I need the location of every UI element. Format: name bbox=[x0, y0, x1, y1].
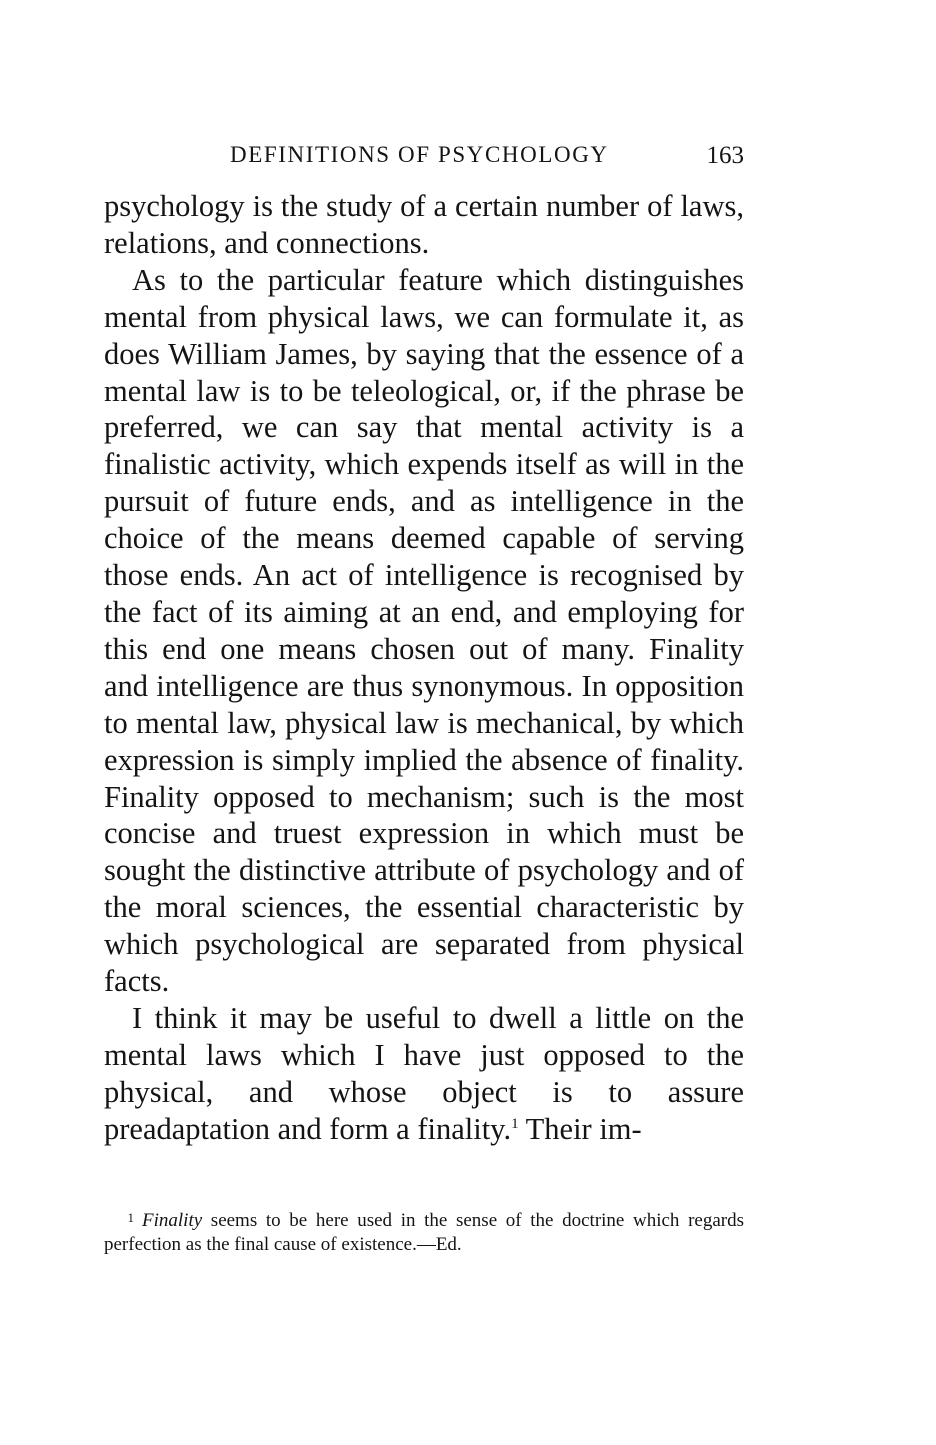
body-text bbox=[104, 188, 744, 1148]
footnote-marker: 1 bbox=[127, 1210, 134, 1225]
running-head bbox=[104, 142, 744, 174]
paragraph-finality: As to the particular feature which distinguishes mental from physical laws, we can formulate it, as does William James, by saying that the essence of a mental law is to be teleological, or, if the phrase be preferred, we can say that mental activity is a finalistic activity, which expends itself as will in the pursuit of future ends, and as intelligence in the choice of the means deemed capable of serving those ends. An act of intelligence is recognised by the fact of its aiming at an end, and employing for this end one means chosen out of many. Finality and intelligence are thus synonymous. In opposition to mental law, physical law is mechanical, by which expression is simply implied the absence of finality. Finality opposed to mechanism; such is the most concise and truest expression in which must be sought the distinctive attribute of psychology and of the moral sciences, the essential characteristic by which psychological are separated from physical facts. bbox=[104, 262, 744, 999]
paragraph-text-before-ref: I think it may be useful to dwell a little on the mental laws which I have just opposed to the physical, and whose object is to assure preadaptation and form a finality. bbox=[104, 1000, 744, 1146]
footnote-reference[interactable]: 1 bbox=[511, 1115, 519, 1132]
running-title: DEFINITIONS OF PSYCHOLOGY bbox=[230, 142, 609, 167]
paragraph-continued: psychology is the study of a certain number of laws, relations, and connections. bbox=[104, 189, 744, 260]
footnote-term: Finality bbox=[142, 1210, 203, 1231]
footnote-text: seems to be here used in the sense of the doctrine which regards perfection as the final cause of existence.—Ed. bbox=[104, 1210, 744, 1255]
footnote bbox=[104, 1206, 744, 1257]
paragraph-mental-laws bbox=[104, 1000, 744, 1148]
paragraph-text-after-ref: Their im- bbox=[518, 1111, 642, 1146]
page-number: 163 bbox=[706, 142, 744, 169]
